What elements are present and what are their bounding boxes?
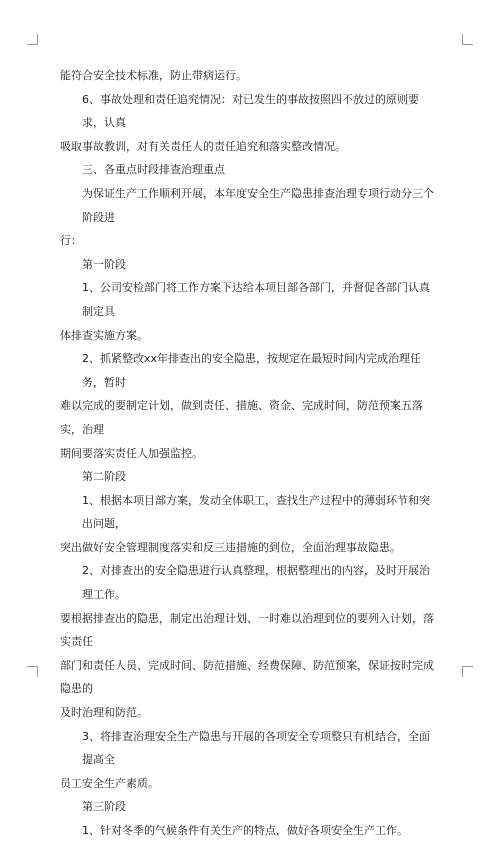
text-line: 员工安全生产素质。 <box>60 776 159 790</box>
crop-mark-bottom-right <box>462 666 473 677</box>
text-line: 1、根据本项目部方案，发动全体职工，查找生产过程中的薄弱环节和突出问题， <box>82 493 430 531</box>
text-line: 及时治理和防范。 <box>60 706 148 720</box>
text-line: 2、对排查出的安全隐患进行认真整理，根据整理出的内容，及时开展治理工作。 <box>82 564 430 602</box>
section-heading: 三、各重点时段排查治理重点 <box>82 163 225 177</box>
document-body <box>60 64 440 843</box>
crop-mark-top-left <box>27 34 38 45</box>
text-line: 突出做好安全管理制度落实和反三违措施的到位，全面治理事故隐患。 <box>60 540 401 554</box>
phase-heading: 第一阶段 <box>82 257 126 271</box>
text-line: 吸取事故教训，对有关责任人的责任追究和落实整改情况。 <box>60 139 346 153</box>
text-line: 期间要落实责任人加强监控。 <box>60 446 203 460</box>
text-line: 能符合安全技术标准，防止带病运行。 <box>60 69 247 82</box>
text-line: 2、抓紧整改xx年排查出的安全隐患，按规定在最短时间内完成治理任务，暂时 <box>82 352 422 389</box>
text-line: 部门和责任人员、完成时间、防范措施、经费保障、防范预案，保证按时完成隐患的 <box>60 658 434 696</box>
text-line: 3、将排查治理安全生产隐患与开展的各项安全专项整只有机结合，全面提高全 <box>82 729 430 767</box>
crop-mark-bottom-left <box>27 666 38 677</box>
text-line: 6、事故处理和责任追究情况：对已发生的事故按照四不放过的原则要求，认真 <box>82 92 419 130</box>
text-line: 为保证生产工作顺利开展，本年度安全生产隐患排查治理专项行动分三个阶段进 <box>82 186 434 224</box>
phase-heading: 第二阶段 <box>82 470 126 484</box>
crop-mark-top-right <box>462 34 473 45</box>
text-line: 体排查实施方案。 <box>60 328 148 342</box>
text-line: 难以完成的要制定计划，做到责任、措施、资金、完成时间，防范预案五落实，治理 <box>60 399 423 436</box>
phase-heading: 第三阶段 <box>82 800 126 814</box>
text-line: 1、公司安检部门将工作方案下达给本项目部各部门，并督促各部门认真制定具 <box>82 281 430 318</box>
text-line: 1、针对冬季的气候条件有关生产的特点，做好各项安全生产工作。 <box>82 824 408 837</box>
text-line: 要根据排查出的隐患，制定出治理计划、一时难以治理到位的要列入计划，落实责任 <box>60 611 434 649</box>
text-line: 行： <box>60 234 82 248</box>
